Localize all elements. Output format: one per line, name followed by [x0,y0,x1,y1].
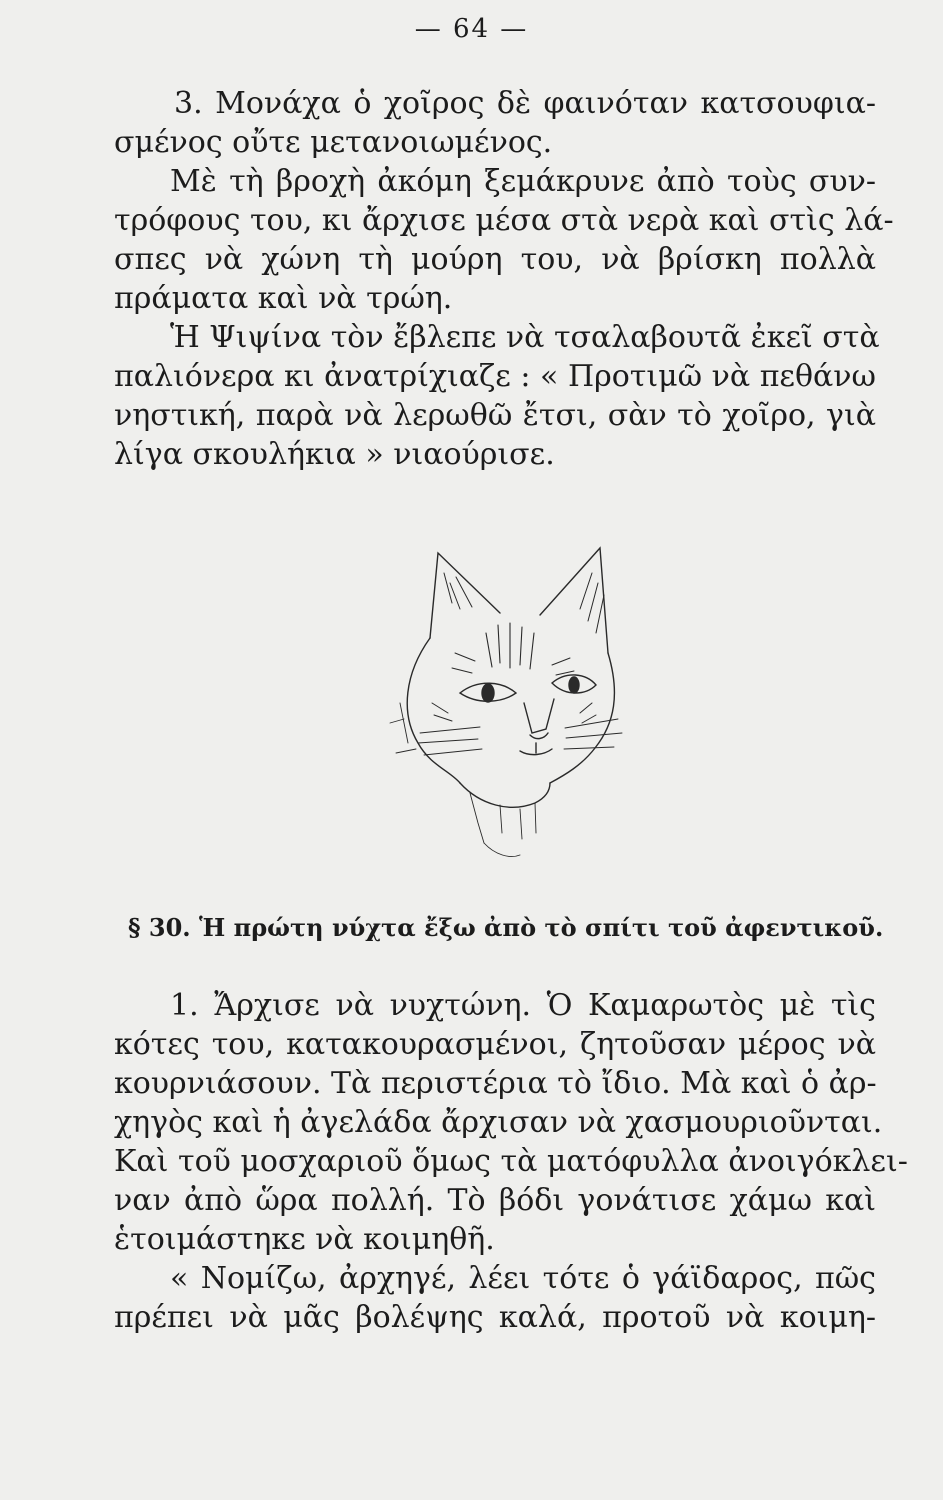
text-line: παλιόνερα κι ἀνατρίχιαζε : « Προτιμῶ νὰ πεθάνω [114,359,876,394]
text-line: νηστική, παρὰ νὰ λερωθῶ ἔτσι, σὰν τὸ χοῖρο, γιὰ [114,398,876,433]
text-line: ναν ἀπὸ ὥρα πολλή. Τὸ βόδι γονάτισε χάμω καὶ [114,1183,876,1218]
text-line: πρέπει νὰ μᾶς βολέψης καλά, προτοῦ νὰ κοιμη- [114,1300,876,1335]
page-number: — 64 — [414,14,529,44]
text-line: σμένος οὔτε μετανοιωμένος. [114,125,553,160]
text-line: σπες νὰ χώνη τὴ μούρη του, νὰ βρίσκη πολλὰ [114,242,876,277]
text-line: χηγὸς καὶ ἡ ἀγελάδα ἄρχισαν νὰ χασμουριοῦνται. [114,1105,883,1140]
text-line: λίγα σκουλήκια » νιαούρισε. [114,437,555,472]
text-line: Ἡ Ψιψίνα τὸν ἔβλεπε νὰ τσαλαβουτᾶ ἐκεῖ στὰ [170,320,880,355]
text-line: 3. Μονάχα ὁ χοῖρος δὲ φαινόταν κατσουφια- [174,86,876,121]
text-line: ἑτοιμάστηκε νὰ κοιμηθῆ. [114,1222,495,1257]
section-30-text [114,986,908,1337]
cat-illustration [360,543,640,861]
section-3-text [114,84,894,474]
text-line: πράματα καὶ νὰ τρώη. [114,281,453,316]
text-line: κουρνιάσουν. Τὰ περιστέρια τὸ ἴδιο. Μὰ καὶ ὁ ἀρ- [114,1066,877,1101]
text-line: Μὲ τὴ βροχὴ ἀκόμη ξεμάκρυνε ἀπὸ τοὺς συν- [170,164,876,199]
text-line: κότες του, κατακουρασμένοι, ζητοῦσαν μέρος νὰ [114,1027,876,1062]
text-line: Καὶ τοῦ μοσχαριοῦ ὅμως τὰ ματόφυλλα ἀνοιγόκλει- [114,1144,908,1179]
section-heading: § 30. Ἡ πρώτη νύχτα ἔξω ἀπὸ τὸ σπίτι τοῦ ἀφεντικοῦ. [128,913,884,942]
text-line: τρόφους του, κι ἄρχισε μέσα στὰ νερὰ καὶ στὶς λά- [114,203,894,238]
text-line: 1. Ἄρχισε νὰ νυχτώνη. Ὁ Καμαρωτὸς μὲ τὶς [170,988,876,1023]
text-line: « Νομίζω, ἀρχηγέ, λέει τότε ὁ γάϊδαρος, πῶς [170,1261,876,1296]
